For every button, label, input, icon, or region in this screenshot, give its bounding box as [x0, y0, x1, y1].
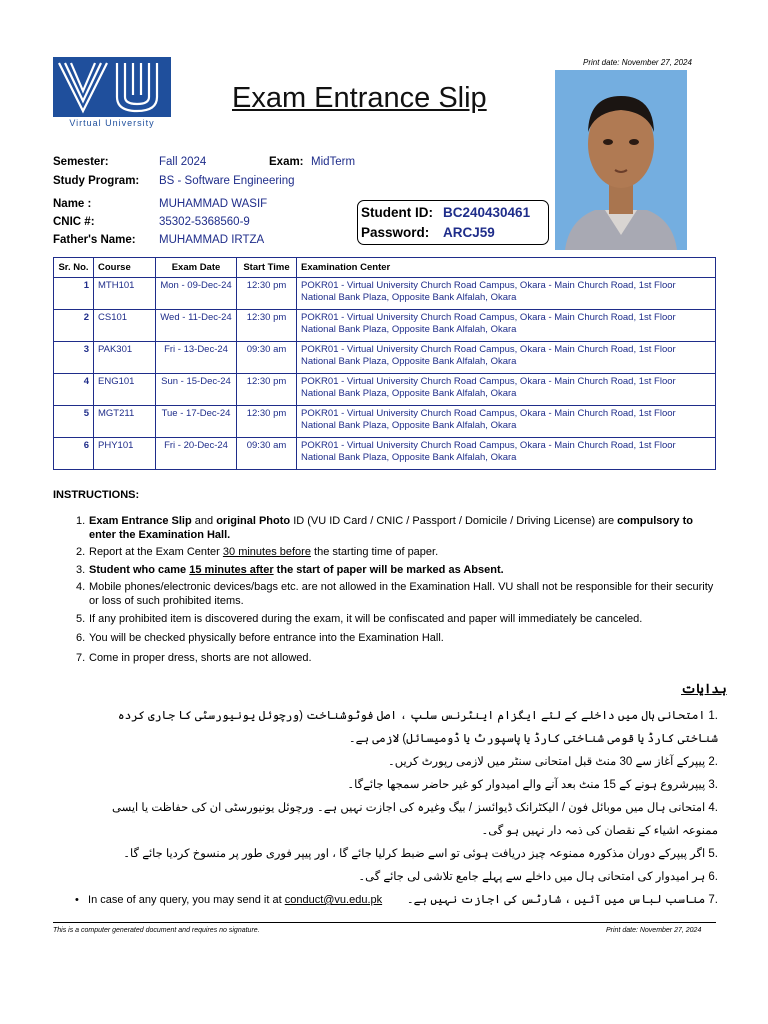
instruction-item: 4. Mobile phones/electronic devices/bags etc. are not allowed in the Examination Hall. VU shall not be responsible for their security or loss of such prohibited items. [76, 581, 714, 607]
query-text: In case of any query, you may send it at [88, 894, 285, 906]
page-title: Exam Entrance Slip [232, 82, 487, 114]
row-time: 09:30 am [237, 438, 297, 470]
password-label: Password: [361, 225, 430, 240]
bullet-icon: • [75, 894, 89, 906]
logo-subtitle: Virtual University [69, 118, 155, 128]
row-date: Fri - 20-Dec-24 [156, 438, 237, 470]
name-value: MUHAMMAD WASIF [159, 198, 268, 210]
center-line-1: POKR01 - Virtual University Church Road Campus, Okara - Main Church Road, 1st Floor [301, 408, 676, 419]
footer-note: This is a computer generated document and requires no signature. [53, 927, 260, 934]
urdu-item: .3 پیپرشروع ہونے کے 15 منٹ بعد آنے والے امیدوار کو غیر حاضر سمجھا جائےگا۔ [347, 779, 718, 791]
row-sr: 5 [54, 406, 94, 438]
row-center [297, 278, 716, 310]
urdu-item: .6 ہر امیدوار کی امتحانی ہال میں داخلے سے پہلے جامع تلاشی لی جائے گی۔ [358, 871, 718, 883]
row-time: 12:30 pm [237, 310, 297, 342]
row-course: CS101 [94, 310, 156, 342]
instr-bold: Student who came [89, 563, 190, 576]
urdu-item: .7 مناسب لباس میں آئیں ، شارٹس کی اجازت نہیں ہے۔ [406, 894, 718, 906]
center-line-2: National Bank Plaza, Opposite Bank Alfalah, Okara [301, 452, 517, 463]
password-value: ARCJ59 [443, 225, 495, 240]
urdu-instructions-list [85, 705, 718, 912]
university-logo [53, 57, 171, 129]
center-line-1: POKR01 - Virtual University Church Road Campus, Okara - Main Church Road, 1st Floor [301, 376, 676, 387]
row-course: ENG101 [94, 374, 156, 406]
student-id-value: BC240430461 [443, 205, 531, 220]
table-header-row [54, 258, 716, 278]
urdu-item: .2 پیپرکے آغاز سے 30 منٹ قبل امتحانی سنٹر میں لازمی رپورٹ کریں۔ [388, 756, 718, 768]
exam-value: MidTerm [311, 156, 356, 168]
row-center [297, 374, 716, 406]
instr-bold: Exam Entrance Slip [89, 515, 192, 527]
row-center [297, 342, 716, 374]
table-row [54, 310, 716, 342]
col-sr-no: Sr. No. [54, 258, 94, 278]
center-line-2: National Bank Plaza, Opposite Bank Alfalah, Okara [301, 356, 517, 367]
instr-underline: 30 minutes before [222, 546, 311, 558]
row-center [297, 310, 716, 342]
instruction-item: 3. Student who came 15 minutes after the start of paper will be marked as Absent. [76, 563, 504, 576]
program-value: BS - Software Engineering [159, 175, 295, 187]
instr-text: Come in proper dress, shorts are not allowed. [89, 652, 312, 664]
center-line-2: National Bank Plaza, Opposite Bank Alfalah, Okara [301, 324, 517, 335]
row-course: MTH101 [94, 278, 156, 310]
instr-underline: 15 minutes after [189, 563, 274, 576]
instr-bold: original Photo [216, 515, 291, 527]
urdu-item: .1 امتحانی ہال میں داخلے کے لئے ایگزام اینٹرنس سلپ ، اصل فوٹوشناخت (ورچوئل یونیورسٹی کا جاری کردہ شناختی کارڈ یا قومی شناختی کارڈ یا پاسپورٹ یا ڈومیسائل) لازمی ہے۔ [117, 710, 718, 745]
password-row [361, 225, 495, 240]
row-course: PAK301 [94, 342, 156, 374]
father-label: Father's Name: [53, 234, 136, 246]
col-exam-date: Exam Date [156, 258, 237, 278]
father-value: MUHAMMAD IRTZA [159, 234, 265, 246]
cnic-value: 35302-5368560-9 [159, 216, 250, 228]
urdu-item: .5 اگر پیپرکے دوران مذکورہ ممنوعہ چیز دریافت ہوئی تو اسے ضبط کرلیا جائے گا ، اور پیپر فوری طور پر منسوخ کردیا جائے گا۔ [123, 848, 718, 860]
instr-bold: the start of paper will be marked as Absent. [273, 563, 504, 576]
semester-label: Semester: [53, 156, 109, 168]
row-time: 12:30 pm [237, 406, 297, 438]
row-sr: 3 [54, 342, 94, 374]
vu-logo-mark [53, 57, 171, 117]
program-label: Study Program: [53, 175, 140, 187]
instr-text: If any prohibited item is discovered during the exam, it will be confiscated and paper will immediately be canceled. [89, 613, 643, 625]
instr-bold: compulsory to enter the Examination Hall. [89, 515, 693, 541]
row-date: Mon - 09-Dec-24 [156, 278, 237, 310]
urdu-item: .4 امتحانی ہال میں موبائل فون / الیکٹرانک ڈیوائسز / بیگ وغیرہ کی اجازت نہیں ہے۔ ورچوئل یونیورسٹی ان کی حفاظت یا ایسی ممنوعہ اشیاء کے نقصان کی ذمہ دار نہیں ہو گی۔ [112, 802, 718, 837]
table-row [54, 278, 716, 310]
instruction-item: 7. Come in proper dress, shorts are not allowed. [76, 652, 312, 664]
row-course: MGT211 [94, 406, 156, 438]
row-sr: 6 [54, 438, 94, 470]
center-line-1: POKR01 - Virtual University Church Road Campus, Okara - Main Church Road, 1st Floor [301, 312, 676, 323]
credentials-box [357, 200, 549, 245]
row-center [297, 438, 716, 470]
center-line-2: National Bank Plaza, Opposite Bank Alfalah, Okara [301, 388, 517, 399]
instr-text: and [191, 515, 217, 527]
table-row [54, 406, 716, 438]
row-time: 12:30 pm [237, 374, 297, 406]
urdu-instructions-title: ہدایات [681, 681, 727, 696]
footer-divider [53, 922, 716, 923]
center-line-1: POKR01 - Virtual University Church Road Campus, Okara - Main Church Road, 1st Floor [301, 344, 676, 355]
instr-text: ID (VU ID Card / CNIC / Passport / Domicile / Driving License) are [290, 515, 618, 527]
row-time: 12:30 pm [237, 278, 297, 310]
col-course: Course [94, 258, 156, 278]
instructions-list [76, 515, 719, 670]
instructions-title: INSTRUCTIONS: [53, 489, 140, 501]
instruction-item: 5. If any prohibited item is discovered during the exam, it will be confiscated and paper will immediately be canceled. [76, 613, 643, 625]
instr-text: the starting time of paper. [310, 546, 439, 558]
instr-text: Mobile phones/electronic devices/bags etc. are not allowed in the Examination Hall. VU shall not be responsible for their security or loss of such prohibited items. [89, 581, 714, 607]
instr-text: You will be checked physically before entrance into the Examination Hall. [89, 631, 444, 644]
exam-label: Exam: [269, 156, 304, 168]
conduct-email-link[interactable]: conduct@vu.edu.pk [284, 894, 383, 906]
col-start-time: Start Time [237, 258, 297, 278]
semester-value: Fall 2024 [159, 156, 207, 168]
row-sr: 2 [54, 310, 94, 342]
row-date: Tue - 17-Dec-24 [156, 406, 237, 438]
student-id-label: Student ID: [361, 205, 433, 220]
row-course: PHY101 [94, 438, 156, 470]
instruction-item: 6. You will be checked physically before entrance into the Examination Hall. [76, 631, 444, 644]
table-row [54, 438, 716, 470]
row-date: Fri - 13-Dec-24 [156, 342, 237, 374]
instruction-item: 2. Report at the Exam Center 30 minutes before the starting time of paper. [76, 546, 439, 558]
center-line-2: National Bank Plaza, Opposite Bank Alfalah, Okara [301, 420, 517, 431]
center-line-1: POKR01 - Virtual University Church Road Campus, Okara - Main Church Road, 1st Floor [301, 440, 676, 451]
row-sr: 1 [54, 278, 94, 310]
query-note [75, 894, 382, 906]
row-date: Sun - 15-Dec-24 [156, 374, 237, 406]
center-line-2: National Bank Plaza, Opposite Bank Alfalah, Okara [301, 292, 517, 303]
table-row [54, 374, 716, 406]
center-line-1: POKR01 - Virtual University Church Road Campus, Okara - Main Church Road, 1st Floor [301, 280, 676, 291]
name-label: Name : [53, 198, 92, 210]
row-date: Wed - 11-Dec-24 [156, 310, 237, 342]
row-sr: 4 [54, 374, 94, 406]
print-date-top: Print date: November 27, 2024 [583, 58, 692, 67]
cnic-label: CNIC #: [53, 216, 95, 228]
col-exam-center: Examination Center [297, 258, 716, 278]
student-id-row [361, 205, 530, 220]
exam-schedule-table [53, 257, 716, 470]
row-center [297, 406, 716, 438]
row-time: 09:30 am [237, 342, 297, 374]
table-row [54, 342, 716, 374]
instr-text: Report at the Exam Center [89, 546, 223, 558]
instruction-item: 1. Exam Entrance Slip and original Photo ID (VU ID Card / CNIC / Passport / Domicile / Driving License) are compulsory to enter the Examination Hall. [76, 515, 693, 541]
student-photo [555, 70, 687, 250]
footer-print-date: Print date: November 27, 2024 [606, 927, 702, 934]
